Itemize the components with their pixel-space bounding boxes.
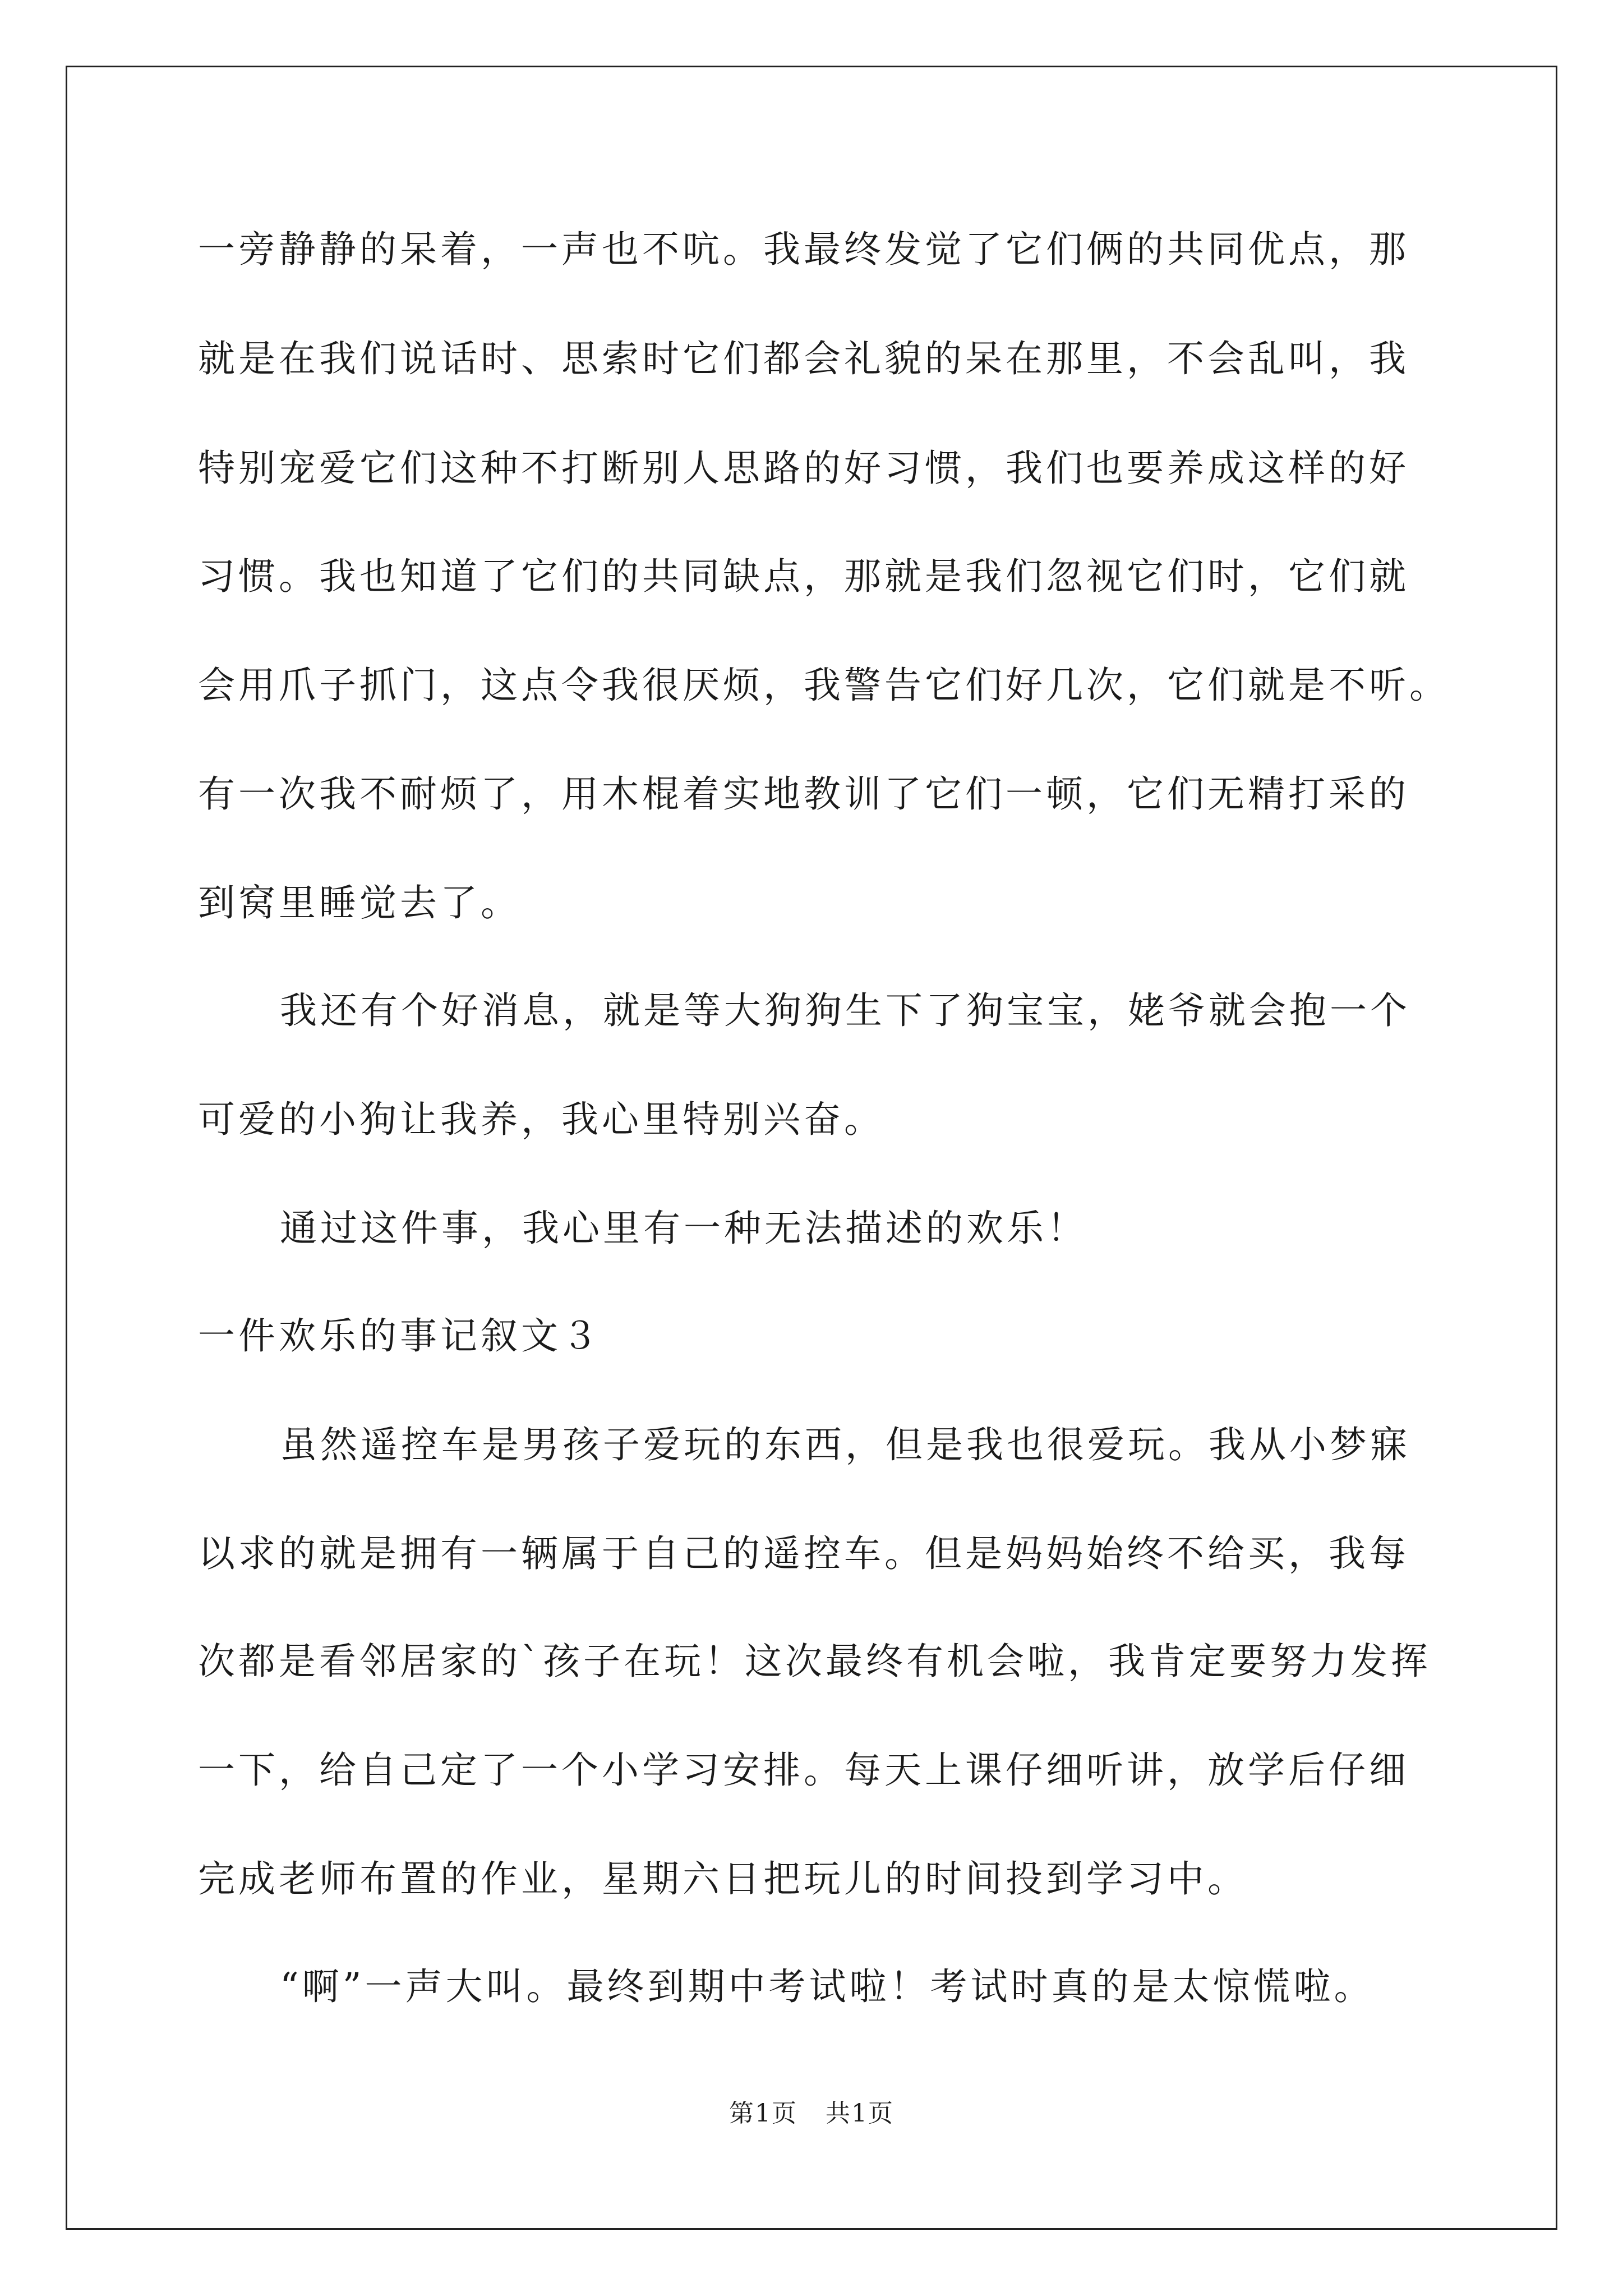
page-total: 共1页 (826, 2099, 894, 2128)
text-line: 到窝里睡觉去了。 (198, 881, 521, 924)
page-footer (0, 2097, 1623, 2131)
text-line: 有一次我不耐烦了，用木棍着实地教训了它们一顿，它们无精打采的 (198, 772, 1409, 816)
paragraph-start: 我还有个好消息，就是等大狗狗生下了狗宝宝，姥爷就会抱一个 (280, 989, 1410, 1032)
text-line: 一下，给自己定了一个小学习安排。每天上课仔细听讲，放学后仔细 (198, 1749, 1409, 1792)
paragraph-start: “啊”一声大叫。最终到期中考试啦！考试时真的是太惊慌啦。 (280, 1965, 1375, 2008)
text-line: 会用爪子抓门，这点令我很厌烦，我警告它们好几次，它们就是不听。 (198, 664, 1450, 707)
text-line: 特别宠爱它们这种不打断别人思路的好习惯，我们也要养成这样的好 (198, 447, 1409, 490)
section-heading: 一件欢乐的事记叙文３ (198, 1314, 602, 1358)
paragraph-start: 通过这件事，我心里有一种无法描述的欢乐！ (280, 1207, 1087, 1250)
page-number: 第1页 (729, 2099, 797, 2128)
text-line: 就是在我们说话时、思索时它们都会礼貌的呆在那里，不会乱叫，我 (198, 337, 1409, 380)
text-line: 次都是看邻居家的`孩子在玩！这次最终有机会啦，我肯定要努力发挥 (198, 1640, 1431, 1683)
text-line: 可爱的小狗让我养，我心里特别兴奋。 (198, 1098, 884, 1141)
paragraph-start: 虽然遥控车是男孩子爱玩的东西，但是我也很爱玩。我从小梦寐 (280, 1423, 1410, 1466)
text-line: 一旁静静的呆着，一声也不吭。我最终发觉了它们俩的共同优点，那 (198, 228, 1409, 271)
text-line: 以求的就是拥有一辆属于自己的遥控车。但是妈妈始终不给买，我每 (198, 1532, 1409, 1575)
text-line: 完成老师布置的作业，星期六日把玩儿的时间投到学习中。 (198, 1857, 1248, 1901)
text-line: 习惯。我也知道了它们的共同缺点，那就是我们忽视它们时，它们就 (198, 555, 1409, 598)
